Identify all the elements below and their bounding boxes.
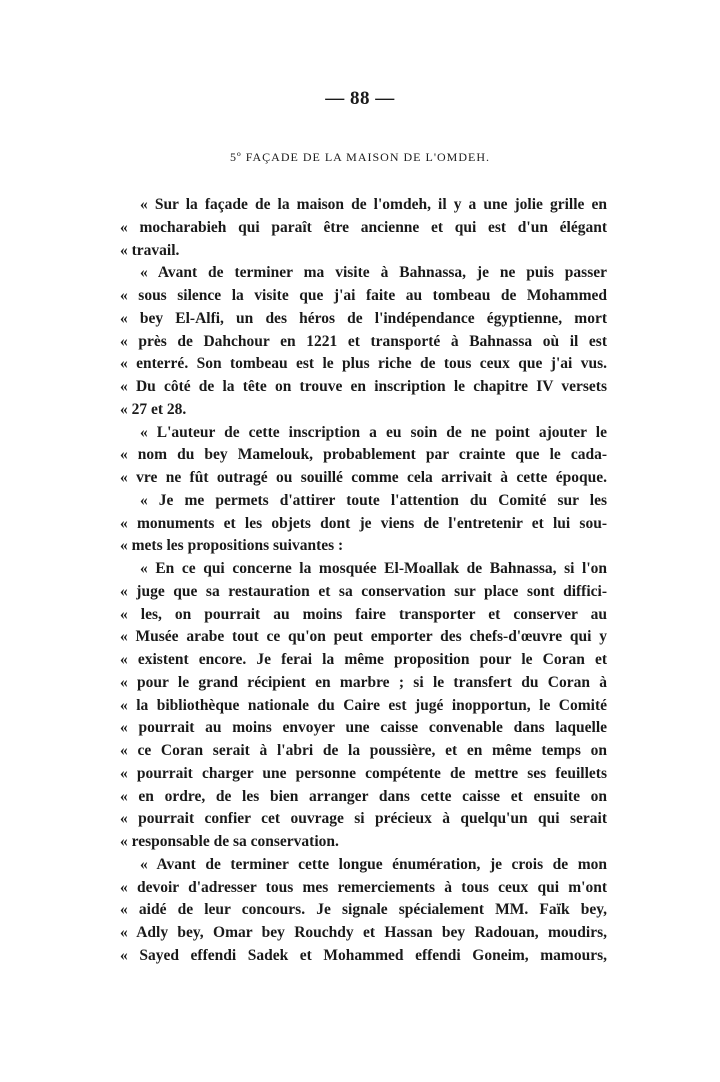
body-text — [120, 194, 607, 968]
text-line: « ce Coran serait à l'abri de la poussière, et en même temps on — [120, 742, 607, 759]
text-line: « Du côté de la tête on trouve en inscription le chapitre IV versets — [120, 378, 607, 395]
text-line: « Je me permets d'attirer toute l'attention du Comité sur les — [140, 491, 607, 509]
text-line: « responsable de sa conservation. — [120, 833, 339, 850]
text-line: « juge que sa restauration et sa conservation sur place sont diffici- — [120, 582, 607, 600]
text-line: « bey El-Alfi, un des héros de l'indépendance égyptienne, mort — [120, 309, 607, 327]
text-line: « Adly bey, Omar bey Rouchdy et Hassan bey Radouan, moudirs, — [120, 924, 607, 941]
text-line: « vre ne fût outragé ou souillé comme cela arrivait à cette époque. — [120, 469, 607, 486]
text-line: « aidé de leur concours. Je signale spécialement MM. Faïk bey, — [120, 901, 607, 919]
text-line: « enterré. Son tombeau est le plus riche de tous ceux que j'ai vus. — [120, 355, 607, 373]
text-line: « Avant de terminer cette longue énumération, je crois de mon — [140, 855, 607, 873]
text-line: « Sayed effendi Sadek et Mohammed effendi Goneim, mamours, — [120, 946, 607, 964]
page-number: — 88 — — [325, 88, 395, 109]
section-heading: 5º FAÇADE DE LA MAISON DE L'OMDEH. — [230, 150, 490, 164]
text-line: « En ce qui concerne la mosquée El-Moallak de Bahnassa, si l'on — [140, 560, 607, 577]
text-line: « près de Dahchour en 1221 et transporté à Bahnassa où il est — [120, 332, 607, 350]
text-line: « en ordre, de les bien arranger dans cette caisse et ensuite on — [120, 787, 607, 805]
text-line: « mocharabieh qui paraît être ancienne et qui est d'un élégant — [120, 218, 607, 236]
text-line: « Sur la façade de la maison de l'omdeh, il y a une jolie grille en — [140, 196, 607, 213]
text-line: « pourrait au moins envoyer une caisse convenable dans laquelle — [120, 719, 607, 737]
text-line: « devoir d'adresser tous mes remerciements à tous ceux qui m'ont — [120, 878, 607, 896]
text-line: « sous silence la visite que j'ai faite au tombeau de Mohammed — [120, 287, 607, 304]
text-line: « pour le grand récipient en marbre ; si le transfert du Coran à — [120, 673, 607, 691]
text-line: « les, on pourrait au moins faire transporter et conserver au — [120, 605, 607, 623]
text-line: « travail. — [120, 241, 180, 259]
text-line: « la bibliothèque nationale du Caire est jugé inopportun, le Comité — [120, 696, 607, 714]
text-line: « Avant de terminer ma visite à Bahnassa, je ne puis passer — [140, 264, 607, 282]
text-line: « pourrait charger une personne compétente de mettre ses feuillets — [120, 764, 607, 782]
text-line: « monuments et les objets dont je viens de l'entretenir et lui sou- — [120, 514, 607, 532]
text-line: « existent encore. Je ferai la même proposition pour le Coran et — [120, 651, 607, 668]
text-line: « L'auteur de cette inscription a eu soin de ne point ajouter le — [140, 423, 607, 441]
text-line: « pourrait confier cet ouvrage si précieux à quelqu'un qui serait — [120, 810, 607, 828]
text-line: « Musée arabe tout ce qu'on peut emporter des chefs-d'œuvre qui y — [120, 628, 607, 646]
text-line: « 27 et 28. — [120, 400, 187, 418]
text-line: « mets les propositions suivantes : — [120, 537, 344, 555]
text-line: « nom du bey Mamelouk, probablement par crainte que le cada- — [120, 446, 607, 464]
